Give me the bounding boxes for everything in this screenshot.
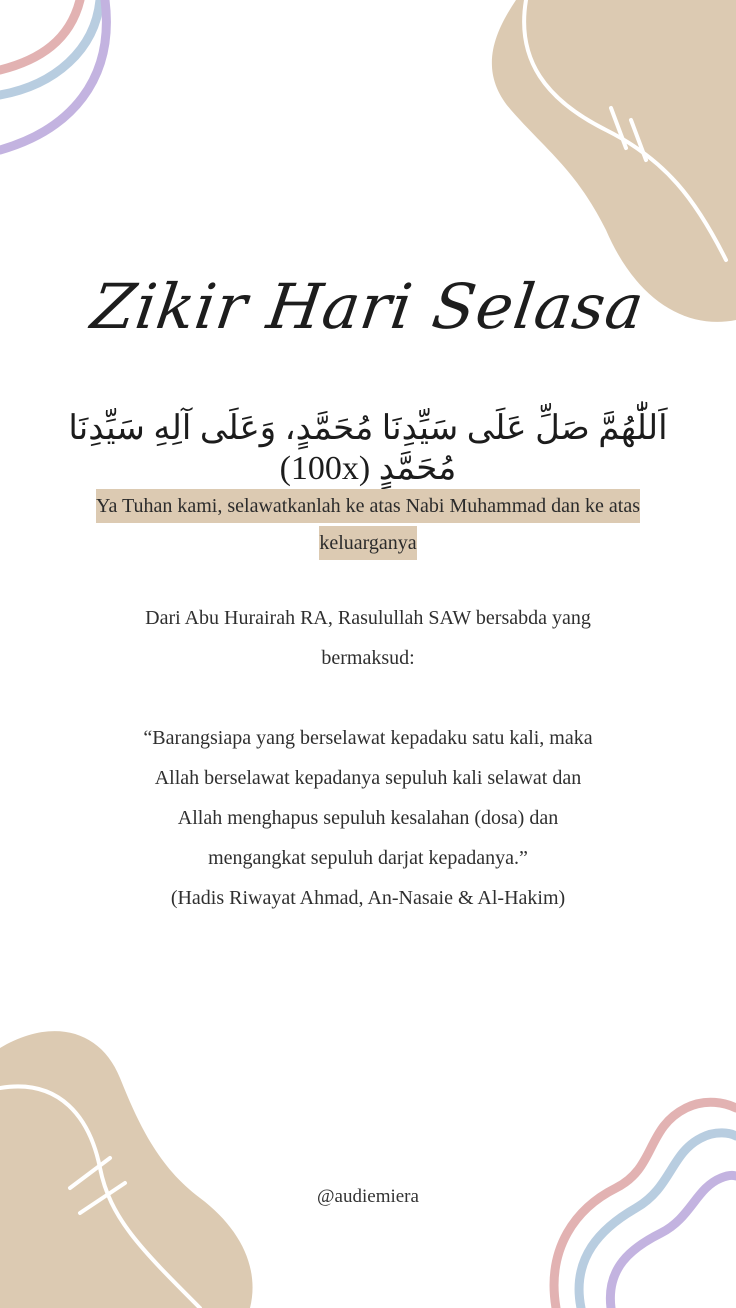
arabic-text: اَللّٰهُمَّ صَلِّ عَلَى سَيِّدِنَا مُحَمَّدٍ، وَعَلَى آلِهِ سَيِّدِنَا مُحَمَّدٍ [68,410,668,487]
arabic-dhikr [60,408,676,488]
translation-block [80,488,656,562]
hadith-intro: Dari Abu Hurairah RA, Rasulullah SAW bersabda yang bermaksud: [145,607,591,669]
author-handle: @audiemiera [317,1186,419,1207]
rainbow-lines-top-left [0,0,160,170]
quote-line: “Barangsiapa yang berselawat kepadaku satu kali, maka [143,727,593,749]
repeat-count: (100x) [279,450,371,487]
quote-line: Allah berselawat kepadanya sepuluh kali selawat dan [154,767,582,789]
hadith-quote [90,718,646,918]
quote-line: Allah menghapus sepuluh kesalahan (dosa) dan [177,807,559,829]
beige-blob-bottom-left [0,1018,260,1308]
page-title: Zikir Hari Selasa [87,270,649,343]
quote-line: mengangkat sepuluh darjat kepadanya.” [208,847,528,869]
hadith-source: (Hadis Riwayat Ahmad, An-Nasaie & Al-Hakim) [170,887,566,909]
translation-text: Ya Tuhan kami, selawatkanlah ke atas Nabi Muhammad dan ke atas keluarganya [96,489,640,560]
